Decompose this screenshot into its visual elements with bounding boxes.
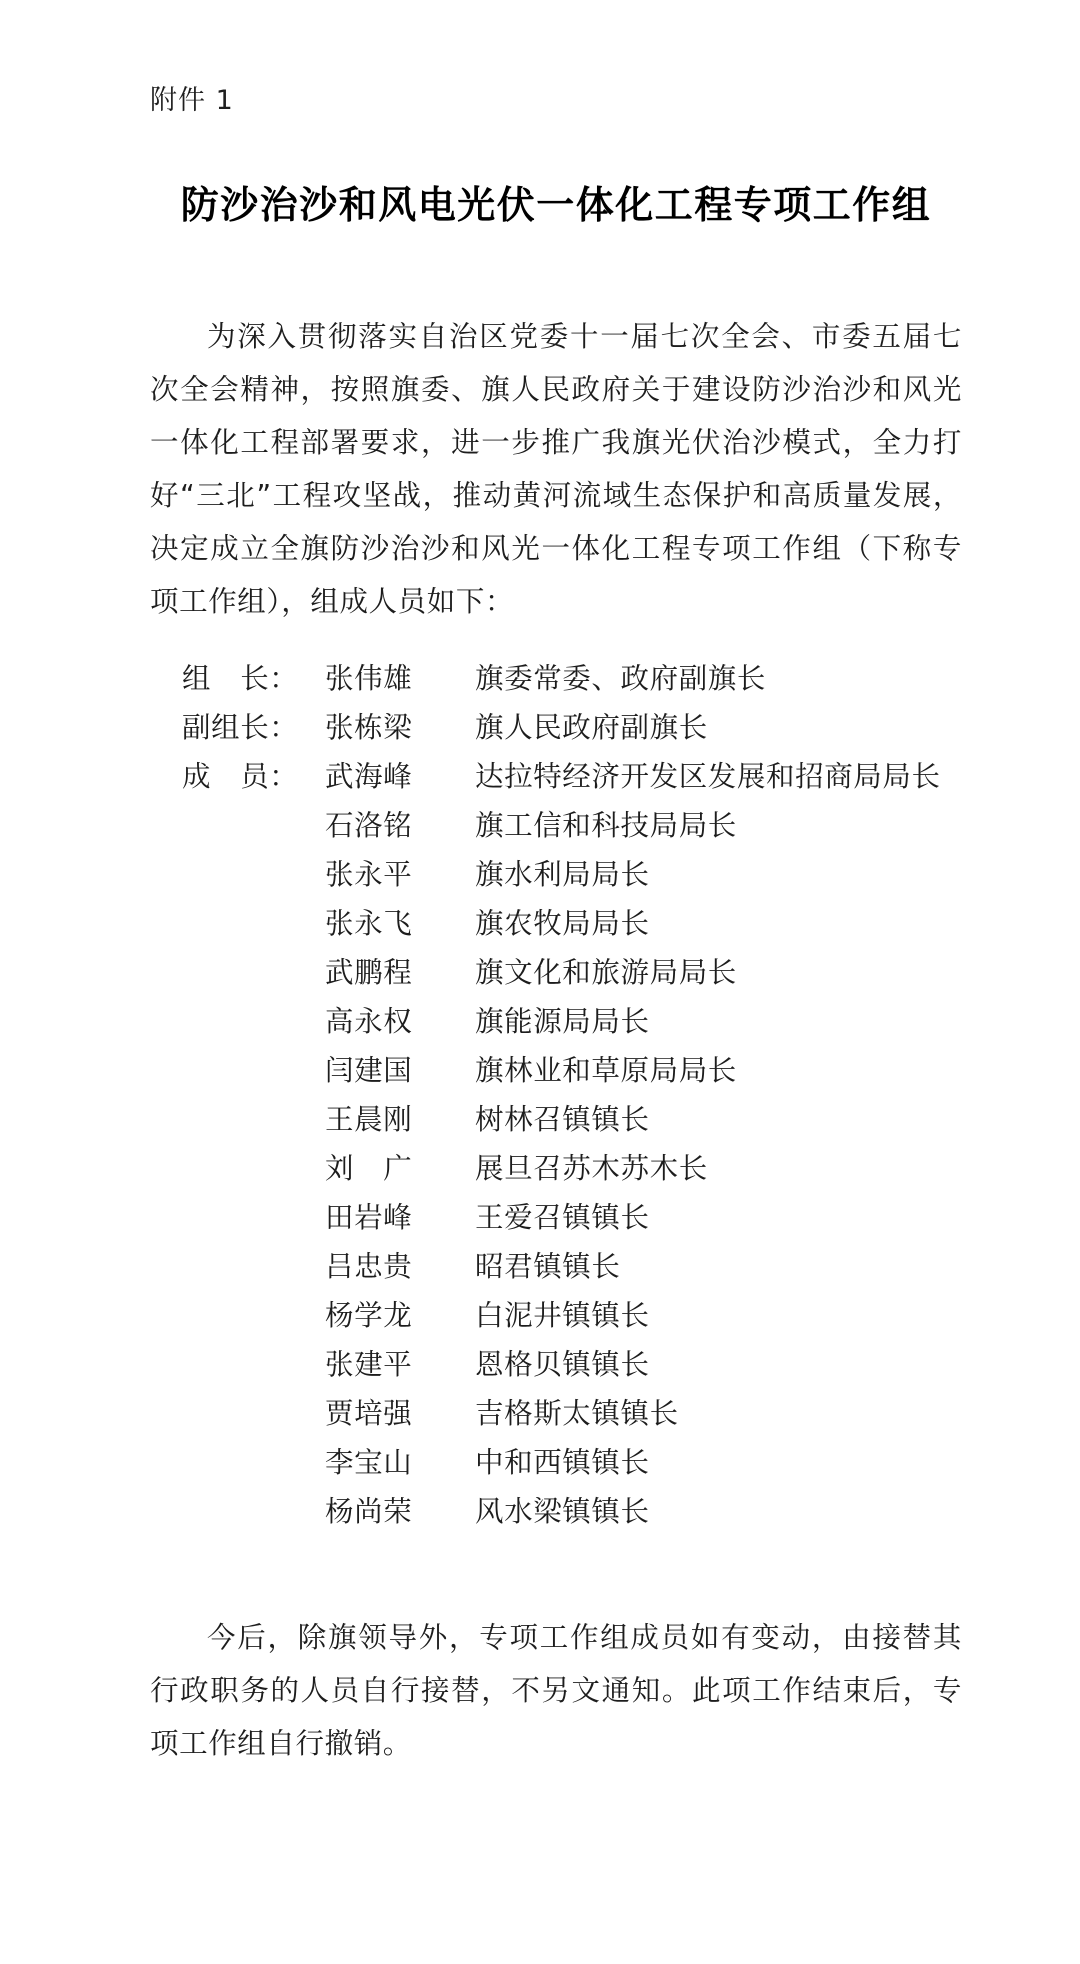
list-item — [150, 1340, 962, 1389]
roster-name: 吕忠贵 — [325, 1250, 413, 1284]
roster-post: 展旦召苏木苏木长 — [475, 1152, 708, 1186]
list-item — [150, 654, 962, 703]
roster-name: 张永平 — [325, 858, 413, 892]
roster-name: 李宝山 — [325, 1446, 413, 1480]
roster-name: 王晨刚 — [325, 1103, 413, 1137]
list-item — [150, 752, 962, 801]
list-item — [150, 1046, 962, 1095]
list-item — [150, 1389, 962, 1438]
roster-post: 昭君镇镇长 — [475, 1250, 621, 1284]
roster-name: 武鹏程 — [325, 956, 413, 990]
roster-post: 中和西镇镇长 — [475, 1446, 650, 1480]
list-item — [150, 997, 962, 1046]
roster-post: 旗工信和科技局局长 — [475, 809, 737, 843]
roster-name: 张建平 — [325, 1348, 413, 1382]
roster-post: 旗委常委、政府副旗长 — [475, 662, 767, 696]
roster-name: 贾培强 — [325, 1397, 413, 1431]
closing-paragraph: 今后，除旗领导外，专项工作组成员如有变动，由接替其行政职务的人员自行接替，不另文通知。此项工作结束后，专项工作组自行撤销。 — [150, 1621, 962, 1761]
intro-paragraph: 为深入贯彻落实自治区党委十一届七次全会、市委五届七次全会精神，按照旗委、旗人民政府关于建设防沙治沙和风光一体化工程部署要求，进一步推广我旗光伏治沙模式，全力打好“三北”工程攻坚战，推动黄河流域生态保护和高质量发展，决定成立全旗防沙治沙和风光一体化工程专项工作组（下称专项工作组），组成人员如下： — [150, 320, 962, 619]
roster-name: 武海峰 — [325, 760, 413, 794]
roster-post: 树林召镇镇长 — [475, 1103, 650, 1137]
list-item — [150, 1487, 962, 1536]
roster-post: 旗文化和旅游局局长 — [475, 956, 737, 990]
roster-role: 副组长： — [182, 711, 299, 745]
list-item — [150, 1144, 962, 1193]
roster-post: 旗农牧局局长 — [475, 907, 650, 941]
list-item — [150, 1536, 962, 1585]
list-item — [150, 1291, 962, 1340]
roster-name: 高永权 — [325, 1005, 413, 1039]
roster-name: 刘 广 — [325, 1152, 413, 1186]
roster-post: 风水梁镇镇长 — [475, 1495, 650, 1529]
roster-name: 田岩峰 — [325, 1201, 413, 1235]
roster-post: 达拉特经济开发区发展和招商局局长 — [475, 760, 941, 794]
roster-post: 吉格斯太镇镇长 — [475, 1397, 679, 1431]
list-item — [150, 1095, 962, 1144]
roster-name: 杨尚荣 — [325, 1495, 413, 1529]
attachment-label: 附件 1 — [150, 85, 234, 116]
list-item — [150, 801, 962, 850]
roster-post: 旗能源局局长 — [475, 1005, 650, 1039]
roster-name: 石洛铭 — [325, 809, 413, 843]
roster-post: 旗人民政府副旗长 — [475, 711, 708, 745]
roster-name: 杨学龙 — [325, 1299, 413, 1333]
roster-name: 张栋梁 — [325, 711, 413, 745]
roster-post: 旗水利局局长 — [475, 858, 650, 892]
roster-name: 张永飞 — [325, 907, 413, 941]
roster-post: 旗林业和草原局局长 — [475, 1054, 737, 1088]
roster-name: 闫建国 — [325, 1054, 413, 1088]
list-item — [150, 1438, 962, 1487]
roster-post: 王爱召镇镇长 — [475, 1201, 650, 1235]
roster-post: 白泥井镇镇长 — [475, 1299, 650, 1333]
roster-role: 成 员： — [182, 760, 299, 794]
roster-post: 恩格贝镇镇长 — [475, 1348, 650, 1382]
roster-role: 组 长： — [182, 662, 299, 696]
page-title: 防沙治沙和风电光伏一体化工程专项工作组 — [180, 183, 932, 227]
roster-list — [150, 654, 962, 1585]
list-item — [150, 850, 962, 899]
list-item — [150, 948, 962, 997]
list-item — [150, 899, 962, 948]
list-item — [150, 1242, 962, 1291]
list-item — [150, 703, 962, 752]
list-item — [150, 1193, 962, 1242]
roster-name: 张伟雄 — [325, 662, 413, 696]
